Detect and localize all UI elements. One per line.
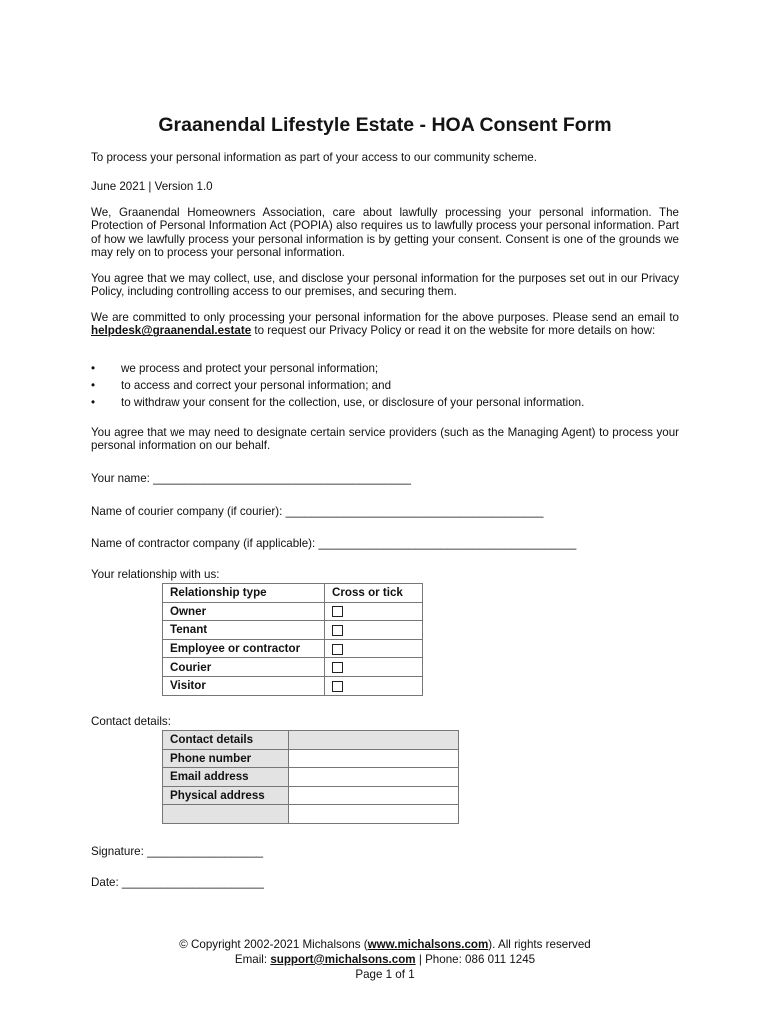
list-item-text: we process and protect your personal information; (121, 362, 379, 375)
date-field[interactable]: Date: ______________________ (91, 876, 264, 889)
relationship-visitor-label: Visitor (163, 676, 325, 695)
relationship-courier-cell (325, 658, 423, 677)
relationship-type-header: Relationship type (163, 584, 325, 603)
footer (91, 938, 679, 982)
table-row (163, 639, 423, 658)
signature-field[interactable]: Signature: __________________ (91, 845, 264, 858)
table-header-row (163, 731, 459, 750)
form-title: Graanendal Lifestyle Estate - HOA Consent Form (158, 114, 612, 136)
contact-table (162, 730, 459, 824)
contact-details-header: Contact details (163, 731, 289, 750)
your-name-field[interactable]: Your name: ________________________________________ (91, 472, 412, 485)
relationship-tenant-cell (325, 621, 423, 640)
email-address-input[interactable] (289, 768, 459, 787)
table-row (163, 676, 423, 695)
table-row (163, 602, 423, 621)
paragraph-agreement: You agree that we may collect, use, and disclose your personal information for the purposes set out in our Privacy Policy, including controlling access to our premises, and securing them. (91, 272, 679, 299)
relationship-employee-label: Employee or contractor (163, 639, 325, 658)
paragraph-service-providers: You agree that we may need to designate certain service providers (such as the Managing Agent) to process your personal information on our behalf. (91, 426, 679, 453)
paragraph-lawful-processing: We, Graanendal Homeowners Association, care about lawfully processing your personal information. The Protection of Personal Information Act (POPIA) also requires us to lawfully process your personal information. Part of how we lawfully process your personal information is by getting your consent. Consent is one of the grounds we may rely on to process your personal information. (91, 206, 679, 260)
footer-phone: | Phone: 086 011 1245 (415, 952, 536, 966)
paragraph-commitment (91, 311, 679, 338)
table-row (163, 749, 459, 768)
footer-email-label: Email: (234, 952, 271, 966)
relationship-owner-cell (325, 602, 423, 621)
employee-checkbox[interactable] (332, 644, 343, 655)
owner-checkbox[interactable] (332, 606, 343, 617)
copyright-line (91, 938, 679, 953)
bullet-marker: • (91, 378, 96, 392)
list-item-text: to withdraw your consent for the collection, use, or disclosure of your personal information. (121, 395, 585, 409)
physical-address-label-continued (163, 805, 289, 824)
version-line: June 2021 | Version 1.0 (91, 180, 213, 193)
relationship-owner-label: Owner (163, 602, 325, 621)
page-number: Page 1 of 1 (355, 967, 415, 981)
commitment-text-after: to request our Privacy Policy or read it on the website for more details on how: (251, 324, 656, 338)
commitment-text-before: We are committed to only processing your personal information for the above purposes. Please send an email to (91, 311, 679, 324)
relationship-label: Your relationship with us: (91, 568, 220, 581)
list-item (91, 361, 679, 378)
physical-address-input[interactable] (289, 786, 459, 805)
list-item (91, 395, 679, 412)
email-address-label: Email address (163, 768, 289, 787)
relationship-courier-label: Courier (163, 658, 325, 677)
visitor-checkbox[interactable] (332, 681, 343, 692)
copyright-text-after: ). All rights reserved (488, 938, 591, 951)
relationship-employee-cell (325, 639, 423, 658)
courier-checkbox[interactable] (332, 662, 343, 673)
phone-number-input[interactable] (289, 749, 459, 768)
relationship-visitor-cell (325, 676, 423, 695)
table-row (163, 805, 459, 824)
physical-address-label: Physical address (163, 786, 289, 805)
cross-or-tick-header: Cross or tick (325, 584, 423, 603)
list-item-text: to access and correct your personal information; and (121, 378, 392, 392)
copyright-text-before: © Copyright 2002-2021 Michalsons ( (179, 938, 368, 951)
contact-details-label: Contact details: (91, 715, 171, 728)
table-row (163, 658, 423, 677)
website-link[interactable]: www.michalsons.com (367, 938, 489, 951)
courier-company-field[interactable]: Name of courier company (if courier): ________________________________________ (91, 505, 544, 518)
tenant-checkbox[interactable] (332, 625, 343, 636)
list-item (91, 378, 679, 395)
bullet-list (91, 361, 679, 411)
relationship-tenant-label: Tenant (163, 621, 325, 640)
relationship-table (162, 583, 423, 696)
physical-address-input-continued[interactable] (289, 805, 459, 824)
support-email-link[interactable]: support@michalsons.com (270, 952, 416, 966)
table-row (163, 786, 459, 805)
phone-number-label: Phone number (163, 749, 289, 768)
bullet-marker: • (91, 395, 96, 409)
helpdesk-email-link[interactable]: helpdesk@graanendal.estate (91, 324, 252, 338)
table-row (163, 621, 423, 640)
contractor-company-field[interactable]: Name of contractor company (if applicable): ________________________________________ (91, 537, 577, 550)
contact-header-blank (289, 731, 459, 750)
contact-line (91, 953, 679, 968)
table-header-row (163, 584, 423, 603)
bullet-marker: • (91, 362, 96, 375)
table-row (163, 768, 459, 787)
intro-text: To process your personal information as part of your access to our community scheme. (91, 151, 537, 164)
